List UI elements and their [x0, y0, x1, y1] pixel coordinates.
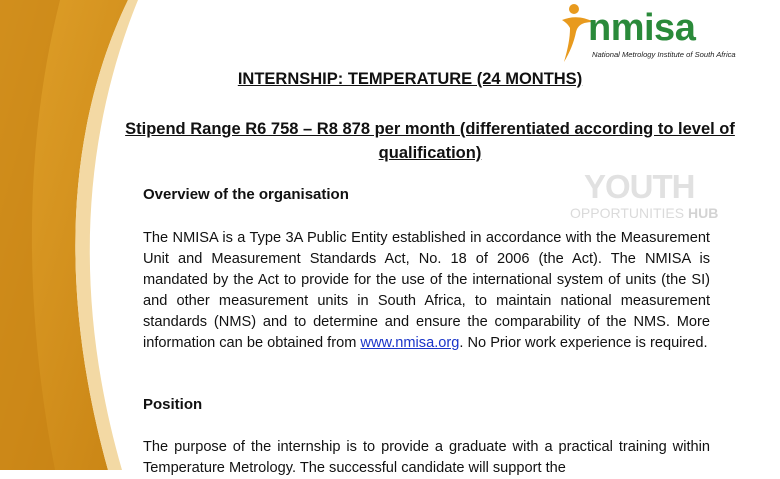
page-title: INTERNSHIP: TEMPERATURE (24 MONTHS) [237, 70, 583, 88]
position-heading: Position [143, 396, 203, 413]
stipend-range: Stipend Range R6 758 – R8 878 per month (differentiated according to level of qualification) [125, 120, 735, 162]
decorative-swoosh [0, 0, 140, 470]
logo-wordmark: nmisa [588, 7, 696, 49]
nmisa-website-link[interactable]: www.nmisa.org [360, 335, 460, 351]
position-paragraph: The purpose of the internship is to provide a graduate with a practical training within Temperature Metrology. The successful candidate will support the [143, 439, 710, 476]
logo-subtitle: National Metrology Institute of South Africa [592, 50, 736, 59]
watermark-line2: OPPORTUNITIES HUB [570, 205, 719, 221]
overview-heading: Overview of the organisation [143, 186, 349, 203]
overview-paragraph: The NMISA is a Type 3A Public Entity established in accordance with the Measurement Unit and Measurement Standards Act, No. 18 of 2006 (the Act). The NMISA is mandated by the Act to provide for the use of the international system of units (the SI) and other measurement units in South Africa, to maintain national measurement standards (NMS) and to determine and ensure the comparability of the NMS. More information can be obtained from www.nmisa.org. No Prior work experience is required. [143, 230, 710, 351]
nmisa-logo [558, 2, 748, 64]
watermark-line1: YOUTH [584, 168, 695, 205]
youth-opportunities-watermark [566, 168, 719, 226]
